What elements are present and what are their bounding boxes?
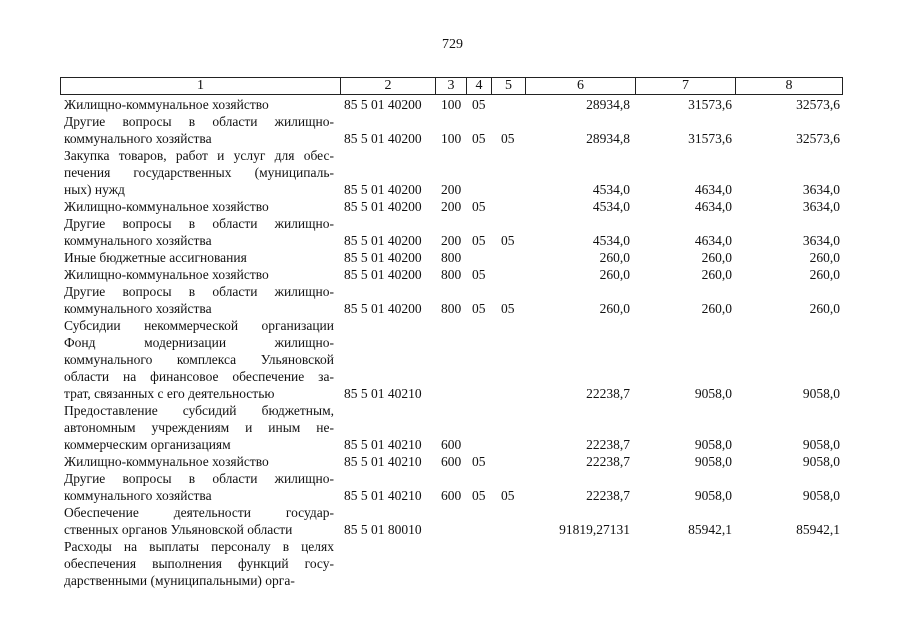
row-description-line: Фонд модернизации жилищно- bbox=[64, 335, 334, 350]
cell-col3: 600 bbox=[441, 437, 462, 452]
cell-value-7: 31573,6 bbox=[688, 131, 732, 146]
cell-col3: 600 bbox=[441, 454, 462, 469]
cell-value-8: 9058,0 bbox=[802, 454, 840, 469]
cell-value-6: 22238,7 bbox=[586, 386, 630, 401]
row-description-line: Предоставление субсидий бюджетным, bbox=[64, 403, 334, 418]
cell-value-8: 260,0 bbox=[809, 250, 840, 265]
cell-value-8: 9058,0 bbox=[802, 386, 840, 401]
row-description-line: коммерческим организациям bbox=[64, 437, 231, 452]
cell-col3: 200 bbox=[441, 199, 462, 214]
cell-value-6: 260,0 bbox=[599, 250, 630, 265]
page-number: 729 bbox=[442, 37, 463, 52]
cell-value-6: 28934,8 bbox=[586, 97, 630, 112]
row-description-line: ственных органов Ульяновской области bbox=[64, 522, 293, 537]
cell-code: 85 5 01 40210 bbox=[344, 488, 422, 503]
row-description-line: коммунального комплекса Ульяновской bbox=[64, 352, 334, 367]
row-description-line: Расходы на выплаты персоналу в целях bbox=[64, 539, 334, 554]
cell-value-7: 9058,0 bbox=[694, 454, 732, 469]
header-col-2: 2 bbox=[384, 78, 392, 93]
cell-code: 85 5 01 40200 bbox=[344, 131, 422, 146]
row-description-line: Иные бюджетные ассигнования bbox=[64, 250, 247, 265]
row-description-line: дарственными (муниципальными) орга- bbox=[64, 573, 295, 588]
row-description-line: коммунального хозяйства bbox=[64, 233, 212, 248]
cell-col5: 05 bbox=[501, 131, 515, 146]
row-description-line: коммунального хозяйства bbox=[64, 301, 212, 316]
cell-value-8: 3634,0 bbox=[802, 233, 840, 248]
cell-col4: 05 bbox=[472, 199, 486, 214]
row-description-line: Жилищно-коммунальное хозяйство bbox=[64, 267, 269, 282]
cell-value-7: 85942,1 bbox=[688, 522, 732, 537]
cell-value-8: 9058,0 bbox=[802, 437, 840, 452]
cell-col3: 200 bbox=[441, 233, 462, 248]
cell-value-7: 9058,0 bbox=[694, 437, 732, 452]
cell-col4: 05 bbox=[472, 233, 486, 248]
row-description-line: Закупка товаров, работ и услуг для обес- bbox=[64, 148, 334, 163]
cell-value-7: 31573,6 bbox=[688, 97, 732, 112]
header-col-1: 1 bbox=[197, 78, 204, 93]
cell-value-8: 260,0 bbox=[809, 267, 840, 282]
cell-col3: 800 bbox=[441, 301, 462, 316]
row-description-line: автономным учреждениям и иным не- bbox=[64, 420, 334, 435]
cell-value-7: 4634,0 bbox=[694, 199, 732, 214]
header-col-3: 3 bbox=[447, 78, 455, 93]
row-description-line: коммунального хозяйства bbox=[64, 131, 212, 146]
row-description-line: ных) нужд bbox=[64, 182, 125, 197]
row-description-line: Обеспечение деятельности государ- bbox=[64, 505, 334, 520]
cell-code: 85 5 01 40210 bbox=[344, 454, 422, 469]
cell-value-8: 260,0 bbox=[809, 301, 840, 316]
cell-col3: 800 bbox=[441, 250, 462, 265]
cell-value-7: 9058,0 bbox=[694, 488, 732, 503]
cell-value-8: 32573,6 bbox=[796, 97, 840, 112]
cell-value-6: 260,0 bbox=[599, 267, 630, 282]
header-col-6: 6 bbox=[577, 78, 584, 93]
cell-value-7: 260,0 bbox=[701, 267, 732, 282]
cell-col4: 05 bbox=[472, 454, 486, 469]
cell-code: 85 5 01 40200 bbox=[344, 233, 422, 248]
cell-col4: 05 bbox=[472, 267, 486, 282]
cell-code: 85 5 01 40210 bbox=[344, 386, 422, 401]
cell-col4: 05 bbox=[472, 488, 486, 503]
cell-col3: 600 bbox=[441, 488, 462, 503]
row-description-line: коммунального хозяйства bbox=[64, 488, 212, 503]
cell-col5: 05 bbox=[501, 301, 515, 316]
cell-code: 85 5 01 40200 bbox=[344, 199, 422, 214]
cell-value-6: 28934,8 bbox=[586, 131, 630, 146]
cell-col4: 05 bbox=[472, 131, 486, 146]
cell-col3: 200 bbox=[441, 182, 462, 197]
cell-value-6: 22238,7 bbox=[586, 488, 630, 503]
cell-value-8: 3634,0 bbox=[802, 199, 840, 214]
cell-value-7: 260,0 bbox=[701, 250, 732, 265]
cell-code: 85 5 01 40200 bbox=[344, 267, 422, 282]
row-description-line: печения государственных (муниципаль- bbox=[64, 165, 334, 180]
cell-value-6: 4534,0 bbox=[592, 233, 630, 248]
cell-col3: 800 bbox=[441, 267, 462, 282]
row-description-line: Другие вопросы в области жилищно- bbox=[64, 216, 334, 231]
cell-code: 85 5 01 40210 bbox=[344, 437, 422, 452]
cell-code: 85 5 01 80010 bbox=[344, 522, 422, 537]
cell-value-7: 4634,0 bbox=[694, 233, 732, 248]
row-description-line: области на финансовое обеспечение за- bbox=[64, 369, 334, 384]
cell-col4: 05 bbox=[472, 301, 486, 316]
cell-value-7: 260,0 bbox=[701, 301, 732, 316]
cell-code: 85 5 01 40200 bbox=[344, 250, 422, 265]
row-description-line: Жилищно-коммунальное хозяйство bbox=[64, 454, 269, 469]
row-description-line: Другие вопросы в области жилищно- bbox=[64, 284, 334, 299]
row-description-line: Субсидии некоммерческой организации bbox=[64, 318, 334, 333]
cell-col4: 05 bbox=[472, 97, 486, 112]
header-col-8: 8 bbox=[785, 78, 793, 93]
row-description-line: Другие вопросы в области жилищно- bbox=[64, 114, 334, 129]
cell-value-8: 3634,0 bbox=[802, 182, 840, 197]
cell-col5: 05 bbox=[501, 488, 515, 503]
cell-value-8: 9058,0 bbox=[802, 488, 840, 503]
header-col-4: 4 bbox=[475, 78, 483, 93]
cell-value-6: 4534,0 bbox=[592, 182, 630, 197]
cell-col3: 100 bbox=[441, 97, 462, 112]
cell-col3: 100 bbox=[441, 131, 462, 146]
cell-value-6: 22238,7 bbox=[586, 437, 630, 452]
cell-code: 85 5 01 40200 bbox=[344, 97, 422, 112]
header-col-7: 7 bbox=[682, 78, 689, 93]
row-description-line: Жилищно-коммунальное хозяйство bbox=[64, 97, 269, 112]
cell-value-6: 22238,7 bbox=[586, 454, 630, 469]
row-description-line: Другие вопросы в области жилищно- bbox=[64, 471, 334, 486]
cell-value-8: 32573,6 bbox=[796, 131, 840, 146]
cell-code: 85 5 01 40200 bbox=[344, 182, 422, 197]
cell-col5: 05 bbox=[501, 233, 515, 248]
cell-value-6: 260,0 bbox=[599, 301, 630, 316]
cell-code: 85 5 01 40200 bbox=[344, 301, 422, 316]
row-description-line: трат, связанных с его деятельностью bbox=[64, 386, 275, 401]
row-description-line: Жилищно-коммунальное хозяйство bbox=[64, 199, 269, 214]
cell-value-6: 4534,0 bbox=[592, 199, 630, 214]
cell-value-8: 85942,1 bbox=[796, 522, 840, 537]
cell-value-6: 91819,27131 bbox=[559, 522, 630, 537]
header-col-5: 5 bbox=[505, 78, 512, 93]
cell-value-7: 9058,0 bbox=[694, 386, 732, 401]
row-description-line: обеспечения выполнения функций госу- bbox=[64, 556, 334, 571]
cell-value-7: 4634,0 bbox=[694, 182, 732, 197]
